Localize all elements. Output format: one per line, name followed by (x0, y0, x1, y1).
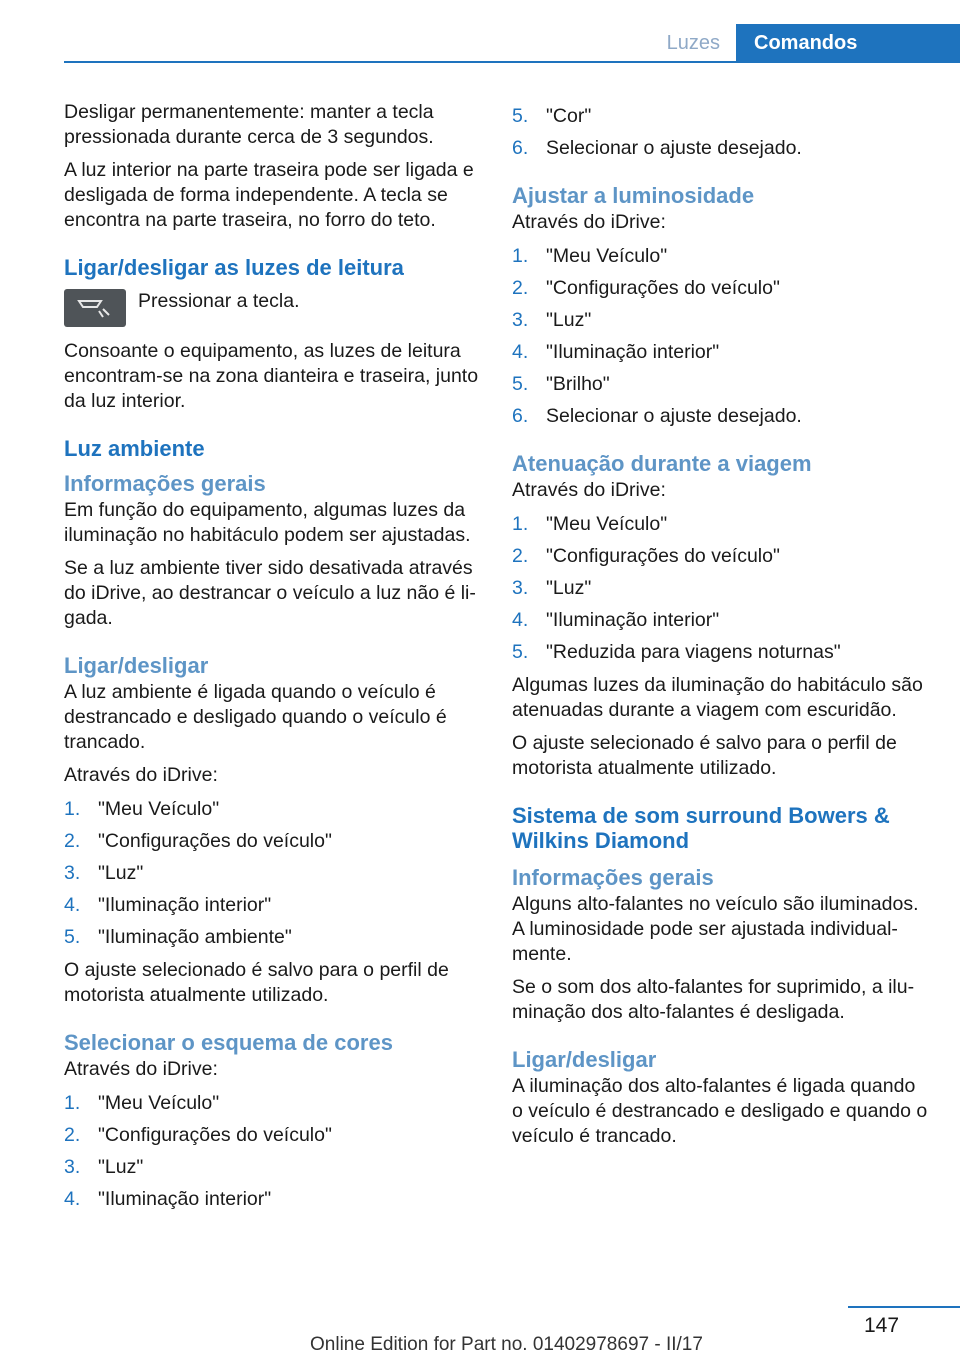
step-text: "Cor" (546, 105, 592, 127)
reading-light-icon (75, 297, 115, 319)
step-text: Selecionar o ajuste desejado. (546, 137, 802, 159)
edition-footer: Online Edition for Part no. 01402978697 - II/17 (310, 1334, 703, 1355)
key-instruction (64, 289, 480, 327)
list-item (64, 1091, 480, 1116)
list-item (512, 576, 928, 601)
section-tab-luzes[interactable]: Luzes (666, 32, 720, 54)
step-text: Selecionar o ajuste desejado. (546, 405, 802, 427)
step-number: 1. (64, 798, 81, 820)
paragraph: O ajuste selecionado é salvo para o perfil de motorista atualmente utilizado. (512, 732, 897, 779)
step-number: 1. (512, 245, 529, 267)
step-number: 1. (64, 1092, 81, 1114)
step-number: 2. (64, 830, 81, 852)
subheading-on-off: Ligar/desligar (64, 653, 209, 678)
left-column (64, 100, 480, 1220)
list-item (64, 893, 480, 918)
paragraph: Desligar permanentemente: manter a tecla pressionada durante cerca de 3 segundos. (64, 101, 434, 148)
subheading-dimming: Atenuação durante a viagem (512, 451, 812, 476)
paragraph: Alguns alto-falantes no veículo são iluminados. A luminosidade pode ser ajustada individualmente. (512, 893, 919, 965)
subheading-brightness: Ajustar a luminosidade (512, 183, 755, 208)
steps-list (64, 797, 480, 950)
list-item (512, 512, 928, 537)
reading-light-key-icon (64, 289, 126, 327)
step-number: 3. (64, 862, 81, 884)
step-number: 1. (512, 513, 529, 535)
step-number: 4. (64, 1188, 81, 1210)
list-item (64, 925, 480, 950)
paragraph: Consoante o equipamento, as luzes de leitura encontram-se na zona dianteira e traseira, junto da luz interior. (64, 340, 479, 412)
step-text: "Luz" (98, 862, 144, 884)
list-item (64, 1123, 480, 1148)
step-text: "Iluminação interior" (98, 1188, 272, 1210)
paragraph: Em função do equipamento, algumas luzes da iluminação no habitáculo podem ser ajustadas. (64, 499, 471, 546)
paragraph: Através do iDrive: (64, 1058, 218, 1080)
step-number: 5. (512, 105, 529, 127)
list-item (512, 308, 928, 333)
steps-list (64, 1091, 480, 1212)
heading-reading-lights: Ligar/desligar as luzes de leitura (64, 255, 404, 280)
paragraph: Se o som dos alto-falantes for suprimido, a iluminação dos alto-falantes é desligada. (512, 976, 915, 1023)
paragraph: Algumas luzes da iluminação do habitáculo são atenuadas durante a viagem com escuridão. (512, 674, 923, 721)
paragraph: A iluminação dos alto-falantes é ligada quando o veículo é destrancado e desligado e quando o veículo é trancado. (512, 1075, 928, 1147)
steps-list (512, 244, 928, 429)
list-item (512, 404, 928, 429)
chapter-tab-comandos[interactable]: Comandos (736, 24, 960, 62)
steps-list (512, 104, 928, 161)
subheading-general-info: Informações gerais (64, 471, 266, 496)
footer-rule (848, 1306, 960, 1308)
subheading-on-off: Ligar/desligar (512, 1047, 657, 1072)
key-instruction-text: Pressionar a tecla. (138, 290, 300, 312)
steps-list (512, 512, 928, 665)
step-number: 3. (512, 577, 529, 599)
step-number: 4. (512, 609, 529, 631)
step-number: 2. (512, 545, 529, 567)
paragraph: Através do iDrive: (64, 764, 218, 786)
list-item (64, 1155, 480, 1180)
list-item (512, 340, 928, 365)
list-item (512, 372, 928, 397)
step-text: "Configurações do veículo" (98, 1124, 332, 1146)
step-text: "Iluminação interior" (546, 609, 720, 631)
paragraph: Através do iDrive: (512, 479, 666, 501)
subheading-general-info: Informações gerais (512, 865, 714, 890)
step-number: 5. (512, 373, 529, 395)
right-column (512, 100, 928, 1157)
step-number: 5. (512, 641, 529, 663)
paragraph: Através do iDrive: (512, 211, 666, 233)
step-text: "Iluminação interior" (98, 894, 272, 916)
step-number: 2. (64, 1124, 81, 1146)
step-text: "Luz" (546, 309, 592, 331)
step-number: 4. (64, 894, 81, 916)
step-text: "Luz" (98, 1156, 144, 1178)
step-text: "Luz" (546, 577, 592, 599)
subheading-color-scheme: Selecionar o esquema de cores (64, 1030, 393, 1055)
step-text: "Reduzida para viagens noturnas" (546, 641, 841, 663)
step-text: "Configurações do veículo" (546, 277, 780, 299)
step-number: 6. (512, 405, 529, 427)
step-text: "Configurações do veículo" (98, 830, 332, 852)
step-number: 3. (512, 309, 529, 331)
step-text: "Meu Veículo" (546, 513, 668, 535)
list-item (512, 136, 928, 161)
step-number: 4. (512, 341, 529, 363)
list-item (512, 104, 928, 129)
page-number: 147 (864, 1314, 900, 1337)
list-item (512, 276, 928, 301)
step-text: "Meu Veículo" (98, 1092, 220, 1114)
step-text: "Meu Veículo" (546, 245, 668, 267)
step-number: 6. (512, 137, 529, 159)
list-item (512, 640, 928, 665)
list-item (512, 608, 928, 633)
list-item (64, 861, 480, 886)
paragraph: A luz interior na parte traseira pode ser ligada e desligada de forma independente. A tecla se encontra na parte traseira, no forro do teto. (64, 159, 474, 231)
list-item (64, 829, 480, 854)
paragraph: A luz ambiente é ligada quando o veículo é destrancado e desligado quando o veículo é trancado. (64, 681, 447, 753)
step-text: "Brilho" (546, 373, 610, 395)
paragraph: O ajuste selecionado é salvo para o perfil de motorista atualmente utilizado. (64, 959, 449, 1006)
step-number: 2. (512, 277, 529, 299)
list-item (64, 1187, 480, 1212)
heading-ambient-light: Luz ambiente (64, 436, 205, 461)
heading-sound-system: Sistema de som surround Bowers & Wilkins Diamond (512, 803, 890, 853)
step-text: "Meu Veículo" (98, 798, 220, 820)
list-item (512, 244, 928, 269)
list-item (512, 544, 928, 569)
list-item (64, 797, 480, 822)
paragraph: Se a luz ambiente tiver sido desativada através do iDrive, ao destrancar o veículo a luz não é ligada. (64, 557, 476, 629)
step-text: "Configurações do veículo" (546, 545, 780, 567)
step-number: 5. (64, 926, 81, 948)
step-text: "Iluminação ambiente" (98, 926, 292, 948)
step-text: "Iluminação interior" (546, 341, 720, 363)
step-number: 3. (64, 1156, 81, 1178)
